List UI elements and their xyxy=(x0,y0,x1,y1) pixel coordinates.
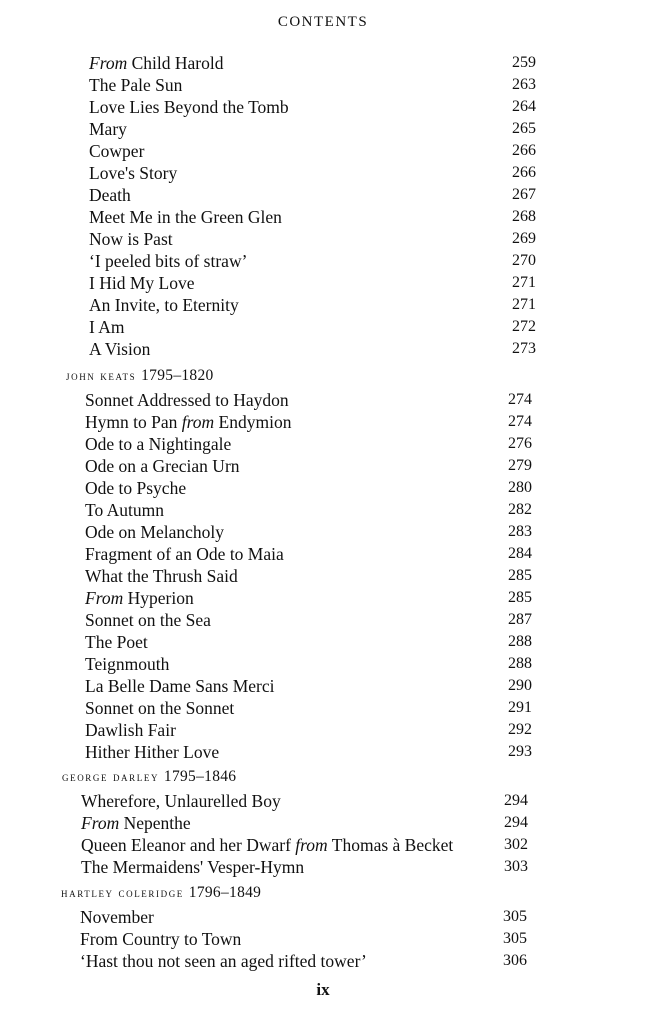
entry-title-line xyxy=(85,609,211,631)
entry-title: November xyxy=(80,907,154,927)
entry-title: The Mermaidens' Vesper-Hymn xyxy=(81,857,305,877)
entry-title-line xyxy=(85,741,219,763)
entry-page: 274 xyxy=(508,391,532,408)
entry-page: 265 xyxy=(512,120,536,137)
entry-page: 294 xyxy=(504,814,528,831)
entry-title: Teignmouth xyxy=(85,654,170,674)
entry-page: 266 xyxy=(512,142,536,159)
entry-title: Cowper xyxy=(89,141,145,161)
entry-title-line xyxy=(85,719,176,741)
entry-title-line xyxy=(85,631,148,653)
author-dates: 1795–1846 xyxy=(163,768,237,785)
entry-title-line xyxy=(89,316,125,338)
entry-page: 285 xyxy=(508,589,532,606)
toc-entry xyxy=(89,140,536,162)
entry-title-line xyxy=(81,812,191,834)
toc-entry xyxy=(89,338,536,360)
entry-page: 273 xyxy=(512,340,536,357)
entry-title-line xyxy=(85,565,238,587)
toc-entry xyxy=(89,250,536,272)
entry-title: Ode to a Nightingale xyxy=(85,434,232,454)
entry-title-line xyxy=(85,411,291,433)
entry-page: 306 xyxy=(503,952,527,969)
entry-title-line xyxy=(89,206,282,228)
entry-title-line xyxy=(80,950,367,972)
entry-prefix: From xyxy=(85,588,124,608)
entry-title: A Vision xyxy=(89,339,151,359)
entry-page: 292 xyxy=(508,721,532,738)
entry-title: Sonnet Addressed to Haydon xyxy=(85,390,289,410)
entry-title: Meet Me in the Green Glen xyxy=(89,207,282,227)
entry-title: Ode on Melancholy xyxy=(85,522,224,542)
entry-page: 267 xyxy=(512,186,536,203)
toc-entry xyxy=(85,565,532,587)
entry-title: The Poet xyxy=(85,632,148,652)
entry-title-line xyxy=(89,74,182,96)
entry-title: Sonnet on the Sea xyxy=(85,610,211,630)
toc-entry xyxy=(85,433,532,455)
entry-title-line xyxy=(89,140,144,162)
entry-prefix: From xyxy=(81,813,120,833)
entry-title-line xyxy=(89,338,150,360)
entry-page: 290 xyxy=(508,677,532,694)
toc-entry xyxy=(89,162,536,184)
entry-title: From Country to Town xyxy=(80,929,242,949)
toc-entry xyxy=(80,906,527,928)
entry-title-line xyxy=(85,521,224,543)
entry-title-line xyxy=(89,272,194,294)
entry-title: Wherefore, Unlaurelled Boy xyxy=(81,791,281,811)
toc-entry xyxy=(89,272,536,294)
author-dates: 1796–1849 xyxy=(188,884,262,901)
entry-page: 280 xyxy=(508,479,532,496)
entry-title-line xyxy=(85,543,284,565)
entry-title: Love's Story xyxy=(89,163,178,183)
entry-page: 274 xyxy=(508,413,532,430)
toc-entry xyxy=(80,950,527,972)
entry-title-line xyxy=(89,52,224,74)
entry-title-line xyxy=(89,184,131,206)
toc-entry xyxy=(89,206,536,228)
entry-page: 285 xyxy=(508,567,532,584)
toc-entry xyxy=(89,52,536,74)
toc-entry xyxy=(81,790,528,812)
entry-title-line xyxy=(89,250,247,272)
entry-from: from xyxy=(181,412,215,432)
toc-entry xyxy=(85,741,532,763)
page-number: ix xyxy=(316,980,330,999)
entry-prefix: From xyxy=(89,53,128,73)
entry-title: Love Lies Beyond the Tomb xyxy=(89,97,289,117)
entry-title: I Am xyxy=(89,317,125,337)
toc-entry xyxy=(85,389,532,411)
entry-title-line xyxy=(89,162,177,184)
entry-page: 302 xyxy=(504,836,528,853)
entry-title-line xyxy=(81,834,453,856)
entry-title-line xyxy=(89,96,289,118)
author-heading xyxy=(62,768,236,786)
toc-entry xyxy=(85,411,532,433)
entry-page: 305 xyxy=(503,930,527,947)
entry-title: I Hid My Love xyxy=(89,273,195,293)
toc-section xyxy=(85,389,532,763)
entry-page: 288 xyxy=(508,633,532,650)
entry-title: Ode to Psyche xyxy=(85,478,187,498)
entry-title-line xyxy=(85,697,234,719)
entry-title-line xyxy=(85,389,289,411)
author-name: john keats xyxy=(66,368,137,383)
entry-page: 288 xyxy=(508,655,532,672)
entry-title: Now is Past xyxy=(89,229,173,249)
toc-entry xyxy=(85,455,532,477)
entry-title: ‘Hast thou not seen an aged rifted tower’ xyxy=(80,951,367,971)
entry-title-line xyxy=(85,455,240,477)
entry-title: Sonnet on the Sonnet xyxy=(85,698,235,718)
entry-title: Dawlish Fair xyxy=(85,720,176,740)
entry-title: The Pale Sun xyxy=(89,75,183,95)
entry-title: ‘I peeled bits of straw’ xyxy=(89,251,248,271)
entry-page: 291 xyxy=(508,699,532,716)
toc-entry xyxy=(85,697,532,719)
entry-page: 264 xyxy=(512,98,536,115)
toc-entry xyxy=(89,184,536,206)
entry-page: 276 xyxy=(508,435,532,452)
entry-title-line xyxy=(81,856,304,878)
entry-title-line xyxy=(85,653,169,675)
entry-title: Queen Eleanor and her Dwarf xyxy=(81,835,291,855)
toc-entry xyxy=(81,812,528,834)
toc-entry xyxy=(89,316,536,338)
entry-title: Mary xyxy=(89,119,127,139)
toc-entry xyxy=(85,521,532,543)
entry-page: 282 xyxy=(508,501,532,518)
entry-page: 270 xyxy=(512,252,536,269)
entry-title-line xyxy=(85,477,186,499)
entry-source: Endymion xyxy=(218,412,292,432)
toc-entry xyxy=(89,96,536,118)
entry-source: Thomas à Becket xyxy=(331,835,454,855)
entry-title-line xyxy=(85,675,275,697)
toc-entry xyxy=(85,631,532,653)
entry-page: 259 xyxy=(512,54,536,71)
toc-entry xyxy=(80,928,527,950)
toc-entry xyxy=(85,587,532,609)
toc-entry xyxy=(89,294,536,316)
entry-title-line xyxy=(80,928,241,950)
entry-page: 294 xyxy=(504,792,528,809)
toc-section xyxy=(81,790,528,878)
entry-page: 268 xyxy=(512,208,536,225)
entry-title: Ode on a Grecian Urn xyxy=(85,456,240,476)
entry-page: 263 xyxy=(512,76,536,93)
entry-title-line xyxy=(89,294,239,316)
entry-page: 266 xyxy=(512,164,536,181)
toc-entry xyxy=(85,499,532,521)
entry-page: 284 xyxy=(508,545,532,562)
page-header: CONTENTS xyxy=(277,14,369,30)
entry-page: 279 xyxy=(508,457,532,474)
entry-title: Hither Hither Love xyxy=(85,742,220,762)
toc-entry xyxy=(85,675,532,697)
author-name: george darley xyxy=(62,769,160,784)
toc-entry xyxy=(81,834,528,856)
toc-entry xyxy=(89,118,536,140)
toc-entry xyxy=(89,74,536,96)
entry-title: To Autumn xyxy=(85,500,164,520)
entry-title-line xyxy=(89,118,127,140)
author-heading xyxy=(66,367,214,385)
author-heading xyxy=(61,884,261,902)
entry-page: 305 xyxy=(503,908,527,925)
toc-entry xyxy=(85,477,532,499)
entry-page: 303 xyxy=(504,858,528,875)
toc-entry xyxy=(85,609,532,631)
entry-title-line xyxy=(89,228,173,250)
author-name: hartley coleridge xyxy=(61,885,184,900)
entry-title: An Invite, to Eternity xyxy=(89,295,239,315)
entry-title: Nepenthe xyxy=(123,813,191,833)
entry-title: Hymn to Pan xyxy=(85,412,178,432)
entry-title: Death xyxy=(89,185,131,205)
entry-page: 272 xyxy=(512,318,536,335)
entry-title: Child Harold xyxy=(131,53,224,73)
toc-entry xyxy=(85,719,532,741)
entry-page: 271 xyxy=(512,274,536,291)
entry-title: La Belle Dame Sans Merci xyxy=(85,676,275,696)
entry-title-line xyxy=(85,433,231,455)
entry-page: 283 xyxy=(508,523,532,540)
entry-page: 293 xyxy=(508,743,532,760)
entry-title-line xyxy=(81,790,281,812)
entry-title-line xyxy=(85,499,164,521)
toc-entry xyxy=(85,543,532,565)
entry-title-line xyxy=(85,587,194,609)
author-dates: 1795–1820 xyxy=(141,367,214,384)
entry-page: 271 xyxy=(512,296,536,313)
entry-page: 269 xyxy=(512,230,536,247)
toc-entry xyxy=(89,228,536,250)
entry-title: Fragment of an Ode to Maia xyxy=(85,544,284,564)
toc-section xyxy=(89,52,536,360)
entry-title: Hyperion xyxy=(127,588,194,608)
entry-title: What the Thrush Said xyxy=(85,566,238,586)
entry-from: from xyxy=(295,835,328,855)
entry-page: 287 xyxy=(508,611,532,628)
toc-entry xyxy=(81,856,528,878)
toc-section xyxy=(80,906,527,972)
entry-title-line xyxy=(80,906,154,928)
toc-entry xyxy=(85,653,532,675)
